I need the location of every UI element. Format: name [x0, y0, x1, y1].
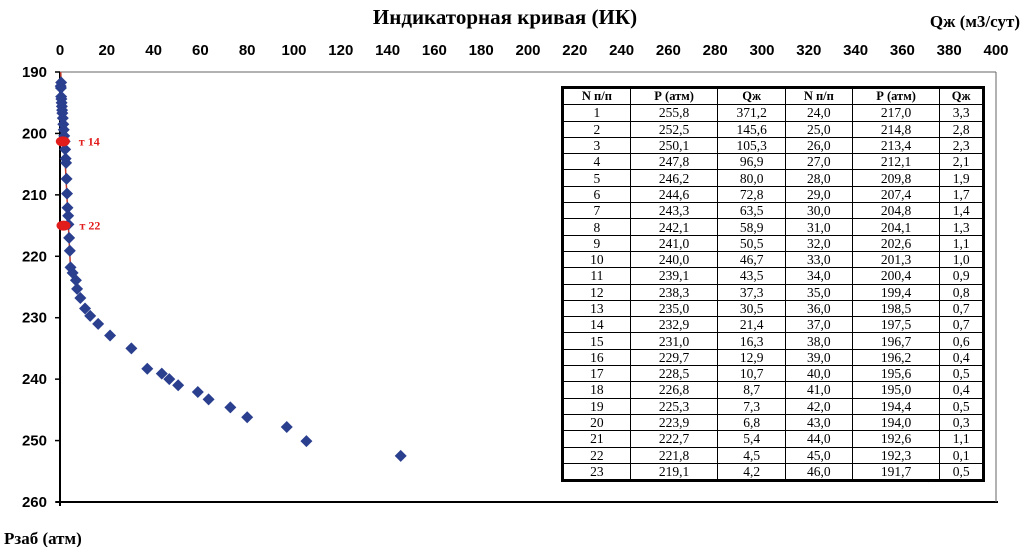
table-cell: 43,0 [785, 414, 852, 430]
x-tick-label: 100 [281, 42, 307, 59]
y-tick-label: 190 [21, 64, 47, 81]
table-cell: 8 [564, 219, 631, 235]
table-cell: 5 [564, 170, 631, 186]
table-cell: 8,7 [718, 382, 786, 398]
table-cell: 197,5 [852, 317, 940, 333]
data-point [300, 435, 312, 447]
table-cell: 10 [564, 251, 631, 267]
data-point [63, 232, 75, 244]
table-cell: 63,5 [718, 203, 786, 219]
table-cell: 0,5 [940, 398, 983, 414]
x-tick-label: 360 [889, 42, 915, 59]
table-cell: 14 [564, 317, 631, 333]
table-cell: 21,4 [718, 317, 786, 333]
x-tick-label: 280 [702, 42, 728, 59]
data-point [104, 330, 116, 342]
table-cell: 1,1 [940, 235, 983, 251]
table-cell: 214,8 [852, 121, 940, 137]
table-row [564, 219, 983, 235]
data-point [241, 411, 253, 423]
x-tick-label: 80 [238, 42, 256, 59]
x-tick-label: 20 [98, 42, 116, 59]
table-row [564, 170, 983, 186]
table-cell: 6,8 [718, 414, 786, 430]
table-cell: 2,1 [940, 154, 983, 170]
table-cell: 231,0 [630, 333, 718, 349]
table-cell: 12,9 [718, 349, 786, 365]
table-row [564, 284, 983, 300]
table-cell: 232,9 [630, 317, 718, 333]
table-cell: 12 [564, 284, 631, 300]
table-row [564, 333, 983, 349]
x-tick-label: 340 [843, 42, 869, 59]
table-cell: 23 [564, 463, 631, 479]
table-row [564, 349, 983, 365]
data-point [92, 318, 104, 330]
table-cell: 225,3 [630, 398, 718, 414]
table-cell: 226,8 [630, 382, 718, 398]
x-tick-label: 380 [936, 42, 962, 59]
y-tick-label: 240 [21, 371, 47, 389]
table-cell: 0,6 [940, 333, 983, 349]
table-cell: 37,0 [785, 317, 852, 333]
table-row [564, 121, 983, 137]
table-cell: 39,0 [785, 349, 852, 365]
table-cell: 3 [564, 137, 631, 153]
table-cell: 37,3 [718, 284, 786, 300]
x-tick-label: 320 [796, 42, 822, 59]
table-cell: 0,7 [940, 300, 983, 316]
table-cell: 5,4 [718, 431, 786, 447]
table-cell: 371,2 [718, 105, 786, 121]
data-point [61, 173, 73, 185]
table-cell: 30,5 [718, 300, 786, 316]
table-cell: 204,8 [852, 203, 940, 219]
table-row [564, 251, 983, 267]
table-cell: 198,5 [852, 300, 940, 316]
table-cell: 13 [564, 300, 631, 316]
table-cell: 58,9 [718, 219, 786, 235]
table-cell: 228,5 [630, 366, 718, 382]
table-cell: 33,0 [785, 251, 852, 267]
x-tick-label: 220 [562, 42, 588, 59]
data-point [192, 386, 204, 398]
table-cell: 194,0 [852, 414, 940, 430]
y-tick-label: 260 [21, 494, 47, 511]
y-tick-label: 250 [21, 432, 47, 450]
table-cell: 200,4 [852, 268, 940, 284]
data-table [563, 88, 983, 480]
table-cell: 201,3 [852, 251, 940, 267]
table-cell: 195,6 [852, 366, 940, 382]
table-body [564, 105, 983, 480]
table-cell: 238,3 [630, 284, 718, 300]
table-cell: 221,8 [630, 447, 718, 463]
table-cell: 199,4 [852, 284, 940, 300]
table-cell: 7,3 [718, 398, 786, 414]
x-tick-label: 160 [421, 42, 447, 59]
table-cell: 219,1 [630, 463, 718, 479]
table-cell: 1,3 [940, 219, 983, 235]
table-cell: 15 [564, 333, 631, 349]
table-cell: 235,0 [630, 300, 718, 316]
table-row [564, 300, 983, 316]
table-cell: 243,3 [630, 203, 718, 219]
table-row [564, 154, 983, 170]
table-row [564, 105, 983, 121]
table-cell: 4,2 [718, 463, 786, 479]
table-row [564, 447, 983, 463]
table-row [564, 366, 983, 382]
table-cell: 29,0 [785, 186, 852, 202]
x-tick-label: 60 [192, 42, 209, 59]
table-cell: 207,4 [852, 186, 940, 202]
table-row [564, 382, 983, 398]
table-cell: 212,1 [852, 154, 940, 170]
x-tick-label: 260 [655, 42, 681, 59]
table-cell: 217,0 [852, 105, 940, 121]
table-cell: 1,9 [940, 170, 983, 186]
table-cell: 209,8 [852, 170, 940, 186]
table-row [564, 186, 983, 202]
table-cell: 2 [564, 121, 631, 137]
table-cell: 1,1 [940, 431, 983, 447]
table-cell: 45,0 [785, 447, 852, 463]
data-point [64, 245, 76, 257]
data-point [172, 379, 184, 391]
x-tick-label: 0 [55, 42, 65, 59]
highlight-point [57, 221, 71, 231]
table-cell: 31,0 [785, 219, 852, 235]
x-axis-ticks [56, 42, 1009, 59]
table-cell: 145,6 [718, 121, 786, 137]
table-cell: 26,0 [785, 137, 852, 153]
table-cell: 19 [564, 398, 631, 414]
table-cell: 36,0 [785, 300, 852, 316]
table-cell: 222,7 [630, 431, 718, 447]
highlight-point [56, 136, 70, 146]
table-cell: 41,0 [785, 382, 852, 398]
table-cell: 27,0 [785, 154, 852, 170]
table-cell: 1,7 [940, 186, 983, 202]
highlight-label: т 14 [78, 134, 100, 149]
table-cell: 0,7 [940, 317, 983, 333]
chart-title: Индикаторная кривая (ИК) [372, 5, 638, 29]
table-cell: 72,8 [718, 186, 786, 202]
x-tick-label: 400 [983, 42, 1009, 59]
table-cell: 9 [564, 235, 631, 251]
y-tick-label: 200 [21, 125, 47, 143]
table-cell: 204,1 [852, 219, 940, 235]
table-cell: 246,2 [630, 170, 718, 186]
table-cell: 255,8 [630, 105, 718, 121]
data-point [61, 188, 73, 200]
x-tick-label: 240 [609, 42, 635, 59]
table-cell: 32,0 [785, 235, 852, 251]
data-point [224, 401, 236, 413]
table-row [564, 235, 983, 251]
table-cell: 10,7 [718, 366, 786, 382]
table-cell: 239,1 [630, 268, 718, 284]
table-cell: 28,0 [785, 170, 852, 186]
data-point [395, 450, 407, 462]
data-point [125, 342, 137, 354]
table-header-cell: N п/п [785, 89, 852, 105]
table-cell: 38,0 [785, 333, 852, 349]
table-header-cell: Qж [718, 89, 786, 105]
table-row [564, 317, 983, 333]
table-cell: 1 [564, 105, 631, 121]
table-cell: 2,8 [940, 121, 983, 137]
y-tick-label: 210 [21, 186, 47, 204]
table-cell: 34,0 [785, 268, 852, 284]
table-cell: 46,0 [785, 463, 852, 479]
table-cell: 223,9 [630, 414, 718, 430]
table-cell: 46,7 [718, 251, 786, 267]
highlight-label: т 22 [79, 218, 101, 233]
table-cell: 25,0 [785, 121, 852, 137]
table-cell: 240,0 [630, 251, 718, 267]
x-tick-label: 180 [468, 42, 494, 59]
y-tick-label: 230 [21, 309, 47, 327]
table-cell: 42,0 [785, 398, 852, 414]
table-cell: 80,0 [718, 170, 786, 186]
table-cell: 16,3 [718, 333, 786, 349]
table-cell: 0,4 [940, 349, 983, 365]
table-cell: 4,5 [718, 447, 786, 463]
table-row [564, 268, 983, 284]
table-cell: 43,5 [718, 268, 786, 284]
table-row [564, 398, 983, 414]
table-cell: 22 [564, 447, 631, 463]
table-cell: 50,5 [718, 235, 786, 251]
table-cell: 4 [564, 154, 631, 170]
table-cell: 0,1 [940, 447, 983, 463]
table-cell: 192,6 [852, 431, 940, 447]
table-cell: 1,4 [940, 203, 983, 219]
table-cell: 40,0 [785, 366, 852, 382]
table-cell: 21 [564, 431, 631, 447]
table-cell: 44,0 [785, 431, 852, 447]
table-cell: 229,7 [630, 349, 718, 365]
table-cell: 17 [564, 366, 631, 382]
table-cell: 244,6 [630, 186, 718, 202]
table-row [564, 414, 983, 430]
x-axis-title: Qж (м3/сут) [929, 12, 1020, 31]
table-header-cell: Р (атм) [630, 89, 718, 105]
table-cell: 247,8 [630, 154, 718, 170]
table-cell: 192,3 [852, 447, 940, 463]
table-cell: 196,7 [852, 333, 940, 349]
data-point [61, 202, 73, 214]
table-cell: 191,7 [852, 463, 940, 479]
table-cell: 30,0 [785, 203, 852, 219]
table-cell: 0,4 [940, 382, 983, 398]
table-cell: 250,1 [630, 137, 718, 153]
table-cell: 0,8 [940, 284, 983, 300]
table-cell: 7 [564, 203, 631, 219]
table-cell: 6 [564, 186, 631, 202]
table-cell: 1,0 [940, 251, 983, 267]
x-tick-label: 40 [145, 42, 162, 59]
table-header-row [564, 89, 983, 105]
table-row [564, 431, 983, 447]
table-row [564, 203, 983, 219]
table-cell: 35,0 [785, 284, 852, 300]
y-axis-ticks [22, 64, 60, 511]
table-cell: 0,5 [940, 366, 983, 382]
table-cell: 252,5 [630, 121, 718, 137]
table-header-cell: Р (атм) [852, 89, 940, 105]
table-cell: 213,4 [852, 137, 940, 153]
table-row [564, 463, 983, 479]
table-cell: 196,2 [852, 349, 940, 365]
table-cell: 24,0 [785, 105, 852, 121]
y-axis-title: Рзаб (атм) [4, 529, 82, 547]
table-cell: 16 [564, 349, 631, 365]
table-cell: 96,9 [718, 154, 786, 170]
table-cell: 2,3 [940, 137, 983, 153]
table-cell: 105,3 [718, 137, 786, 153]
data-point [281, 421, 293, 433]
y-tick-label: 220 [21, 248, 47, 266]
table-cell: 20 [564, 414, 631, 430]
table-cell: 0,5 [940, 463, 983, 479]
table-row [564, 137, 983, 153]
table-header-cell: Qж [940, 89, 983, 105]
x-tick-label: 120 [328, 42, 354, 59]
data-point [203, 393, 215, 405]
table-header-cell: N п/п [564, 89, 631, 105]
table-cell: 0,3 [940, 414, 983, 430]
table-cell: 241,0 [630, 235, 718, 251]
x-tick-label: 300 [749, 42, 775, 59]
x-tick-label: 200 [515, 42, 541, 59]
table-cell: 242,1 [630, 219, 718, 235]
table-cell: 202,6 [852, 235, 940, 251]
table-cell: 18 [564, 382, 631, 398]
table-cell: 3,3 [940, 105, 983, 121]
table-cell: 194,4 [852, 398, 940, 414]
table-cell: 0,9 [940, 268, 983, 284]
data-point [141, 363, 153, 375]
x-tick-label: 140 [375, 42, 401, 59]
table-cell: 11 [564, 268, 631, 284]
table-cell: 195,0 [852, 382, 940, 398]
